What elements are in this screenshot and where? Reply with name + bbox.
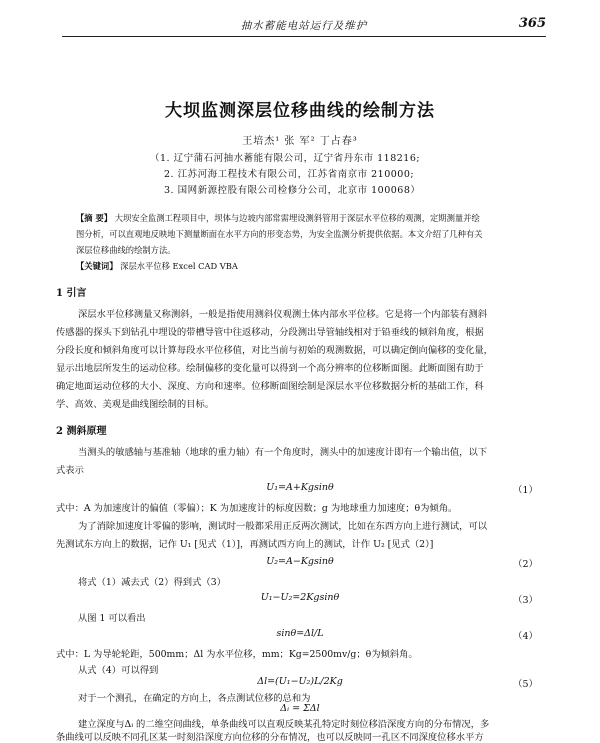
running-title: 抽水蓄能电站运行及维护 (240, 20, 368, 32)
paragraph-line: 条曲线可以反映不同孔区某一时刻沿深度方向位移的分布情况，也可以反映同一孔区不同深度位移水平方 (56, 732, 484, 743)
article-title: 大坝监测深层位移曲线的绘制方法 (165, 101, 435, 121)
section-heading-2: 2 测斜原理 (56, 426, 107, 437)
section-heading-1: 1 引言 (56, 288, 87, 299)
authors: 王培杰¹ 张 军² 丁占春³ (242, 136, 358, 147)
abstract-line: 图分析，可以直观地反映地下测量断面在水平方向的形变态势，为安全监测分析提供依据。本文介绍了几种有关 (76, 229, 483, 239)
abstract-label: 【摘 要】 (76, 213, 113, 223)
keywords-line (76, 258, 540, 274)
equation-formula: Δl=(U₁−U₂)L/2Kg (257, 676, 343, 687)
equation-formula: Δᵢ = ΣΔl (280, 703, 320, 714)
equation-number: （2） (512, 559, 538, 570)
paragraph-line: 深层水平位移测量又称测斜，一般是指使用测斜仪观测土体内部水平位移。它是将一个内部装有测斜 (78, 309, 488, 320)
equation-number: （1） (512, 485, 538, 496)
paragraph-line: 分段长度和倾斜角度可以计算每段水平位移值，对比当前与初始的观测数据，可以确定倒向偏移的变化量， (56, 345, 493, 356)
equation-formula: sinθ=Δl/L (276, 628, 324, 639)
abstract-text: 大坝安全监测工程项目中，坝体与边坡内部常需埋设测斜管用于深层水平位移的观测，定期测量并绘 (114, 213, 480, 223)
paragraph-line: 从式（4）可以得到 (78, 665, 159, 676)
paragraph-line: 当测头的敏感轴与基准轴（地球的重力轴）有一个角度时，测头中的加速度计即有一个输出值，以下 (78, 447, 488, 458)
abstract-line (76, 210, 540, 226)
paragraph-line: 确定地面运动位移的大小、深度、方向和速率。位移断面图绘制是深层水平位移数据分析的基础工作，科 (56, 381, 484, 392)
paragraph-line: 建立深度与Δᵢ 的二维空间曲线，单条曲线可以直观反映某孔特定时刻位移沿深度方向的分布情况，多 (78, 719, 490, 730)
equation-number: （4） (512, 631, 538, 642)
paragraph-line: 式中：L 为导轮轮距，500mm；Δl 为水平位移，mm；Kg=2500mv/g；θ为倾斜角。 (56, 649, 418, 660)
keywords-label: 【关键词】 (76, 261, 118, 271)
paragraph-line: 显示出地层所发生的运动位移。绘制偏移的变化量可以得到一个高分辨率的位移断面图。此断面图有助于 (56, 363, 484, 374)
abstract-line: 深层位移曲线的绘制方法。 (76, 245, 176, 255)
paragraph-line: 式中：A 为加速度计的偏值（零偏）；K 为加速度计的标度因数；g 为地球重力加速度；θ为倾角。 (56, 503, 458, 514)
paragraph-line: 学、高效、美观是曲线图绘制的目标。 (56, 399, 215, 410)
equation-number: （3） (512, 595, 538, 606)
affiliation-3: 3. 国网新源控股有限公司检修分公司，北京市 100068） (164, 185, 421, 196)
equation-formula: U₁−U₂=2Kgsinθ (260, 592, 340, 603)
paragraph-line: 传感器的探头下到钻孔中埋设的带槽导管中往返移动，分段测出导管轴线相对于铅垂线的倾斜角度，根据 (56, 327, 484, 338)
equation-formula: U₁=A+Kgsinθ (266, 482, 334, 493)
paragraph-line: 为了消除加速度计零偏的影响，测试时一般都采用正反两次测试，比如在东西方向上进行测试，可以 (78, 521, 488, 532)
paragraph-line: 从图 1 可以看出 (78, 613, 146, 624)
equation-number: （5） (512, 679, 538, 690)
paragraph-line: 先测试东方向上的数据，记作 U₁ [见式（1）]，再测试西方向上的测试，计作 U₂ [见式（2）] (56, 539, 434, 550)
paragraph-line: 对于一个测孔，在确定的方向上，各点测试位移的总和为 (78, 693, 311, 704)
running-header (62, 16, 546, 37)
page-number: 365 (518, 16, 546, 31)
equation-formula: U₂=A−Kgsinθ (266, 556, 334, 567)
affiliation-1: （1. 辽宁蒲石河抽水蓄能有限公司，辽宁省丹东市 118216; (150, 153, 421, 164)
affiliation-2: 2. 江苏河海工程技术有限公司，江苏省南京市 210000; (164, 169, 415, 180)
paragraph-line: 将式（1）减去式（2）得到式（3） (78, 577, 226, 588)
paragraph-line: 式表示 (56, 465, 84, 476)
keywords: 深层水平位移 Excel CAD VBA (120, 261, 238, 271)
